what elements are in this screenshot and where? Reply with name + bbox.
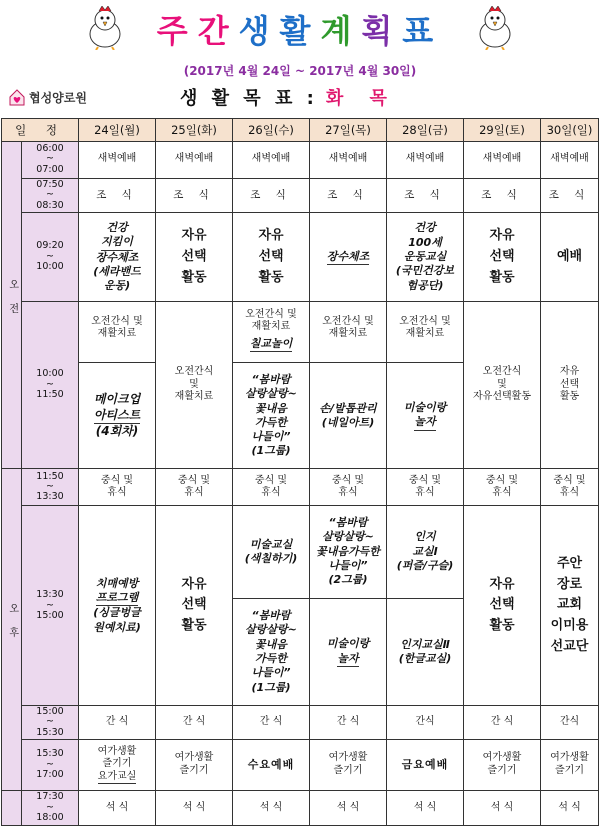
title-char: 활	[279, 12, 321, 50]
activity-cell: 새벽예배	[233, 141, 310, 178]
activity-cell: 간 식	[464, 706, 541, 739]
title-char: 간	[197, 12, 239, 50]
activity-cell: 중식 및 휴식	[79, 469, 156, 506]
afternoon-label: 오후	[2, 469, 22, 791]
activity-cell: 석 식	[464, 791, 541, 826]
table-row	[2, 301, 599, 363]
time-cell: 15:00 ~ 15:30	[22, 706, 79, 739]
day-header: 29일(토)	[464, 119, 541, 142]
time-cell: 11:50 ~ 13:30	[22, 469, 79, 506]
activity-cell: 자유 선택 활동	[156, 213, 233, 301]
activity-cell: 조 식	[79, 178, 156, 213]
activity-cell: 미술이랑 놀자	[310, 598, 387, 706]
time-cell: 15:30 ~ 17:00	[22, 739, 79, 790]
day-header: 24일(월)	[79, 119, 156, 142]
day-header: 26일(수)	[233, 119, 310, 142]
activity-cell: 예배	[541, 213, 599, 301]
activity-cell: 인지교실Ⅱ (한글교실)	[387, 598, 464, 706]
activity-cell: 간식	[387, 706, 464, 739]
activity-cell: 오전간식 및 재활치료 칠교놀이	[233, 301, 310, 363]
activity-cell: 간 식	[79, 706, 156, 739]
header-row	[2, 119, 599, 142]
activity-cell: 자유 선택 활동	[541, 301, 599, 468]
table-row	[2, 141, 599, 178]
activity-cell: 인지 교실Ⅰ (퍼즐/구슬)	[387, 506, 464, 598]
table-row	[2, 506, 599, 598]
activity-cell: 새벽예배	[79, 141, 156, 178]
goal-label: 생 활 목 표 :	[180, 88, 318, 109]
activity-cell: 건강 100세 운동교실 (국민건강보 험공단)	[387, 213, 464, 301]
activity-cell: 석 식	[541, 791, 599, 826]
time-cell: 06:00 ~ 07:00	[22, 141, 79, 178]
activity-cell: 오전간식 및 재활치료	[310, 301, 387, 363]
table-row	[2, 791, 599, 826]
table-row	[2, 706, 599, 739]
activity-cell: 새벽예배	[156, 141, 233, 178]
activity-cell: 여가생활 즐기기	[464, 739, 541, 790]
activity-cell: 여가생활 즐기기 요가교실	[79, 739, 156, 790]
activity-cell: 중식 및 휴식	[464, 469, 541, 506]
activity-cell: “봄바람 살랑살랑~ 꽃내음 가득한 나들이” (1그룹)	[233, 363, 310, 469]
life-goal	[180, 84, 397, 110]
activity-cell: 미술이랑 놀자	[387, 363, 464, 469]
logo-text: 협성양로원	[29, 90, 87, 105]
weekly-schedule-table	[1, 118, 599, 826]
activity-cell: 간식	[541, 706, 599, 739]
heart-house-icon	[8, 88, 26, 106]
time-cell: 07:50 ~ 08:30	[22, 178, 79, 213]
activity-cell: 중식 및 휴식	[156, 469, 233, 506]
schedule-label: 일 정	[2, 119, 79, 142]
title-char: 표	[402, 12, 444, 50]
activity-cell: 장수체조	[310, 213, 387, 301]
activity-cell: 자유 선택 활동	[233, 213, 310, 301]
chick-icon	[474, 6, 516, 50]
activity-cell: 중식 및 휴식	[233, 469, 310, 506]
activity-cell: 자유 선택 활동	[464, 213, 541, 301]
time-cell: 13:30 ~ 15:00	[22, 506, 79, 706]
table-row	[2, 213, 599, 301]
activity-cell: 치매예방 프로그램 (싱글벙글 원예치료)	[79, 506, 156, 706]
time-cell: 09:20 ~ 10:00	[22, 213, 79, 301]
title-char: 주	[156, 12, 198, 50]
activity-cell: 중식 및 휴식	[387, 469, 464, 506]
activity-cell: 중식 및 휴식	[310, 469, 387, 506]
activity-cell: “봄바람 살랑살랑~ 꽃내음 가득한 나들이” (1그룹)	[233, 598, 310, 706]
activity-cell: 석 식	[156, 791, 233, 826]
date-range: (2017년 4월 24일 ~ 2017년 4월 30일)	[183, 64, 417, 78]
day-header: 30일(일)	[541, 119, 599, 142]
activity-cell: 주안 장로 교회 이미용 선교단	[541, 506, 599, 706]
table-row	[2, 739, 599, 790]
activity-cell: 석 식	[79, 791, 156, 826]
activity-cell: 석 식	[387, 791, 464, 826]
day-header: 27일(목)	[310, 119, 387, 142]
activity-cell: 새벽예배	[464, 141, 541, 178]
activity-cell: 조 식	[464, 178, 541, 213]
goal-value: 화 목	[325, 88, 397, 109]
logo	[8, 88, 87, 106]
activity-cell: 여가생활 즐기기	[310, 739, 387, 790]
activity-cell: 조 식	[541, 178, 599, 213]
morning-label: 오전	[2, 141, 22, 469]
activity-cell: 자유 선택 활동	[156, 506, 233, 706]
activity-cell: 금요예배	[387, 739, 464, 790]
activity-cell: 석 식	[233, 791, 310, 826]
half-spacer	[2, 791, 22, 826]
title-char: 획	[361, 12, 403, 50]
activity-cell: 새벽예배	[310, 141, 387, 178]
activity-cell: 간 식	[310, 706, 387, 739]
activity-cell: 여가생활 즐기기	[156, 739, 233, 790]
activity-cell: “봄바람 살랑살랑~ 꽃내음가득한 나들이” (2그룹)	[310, 506, 387, 598]
activity-cell: 조 식	[156, 178, 233, 213]
activity-cell: 석 식	[310, 791, 387, 826]
activity-cell: 오전간식 및 재활치료	[387, 301, 464, 363]
activity-cell: 조 식	[387, 178, 464, 213]
activity-cell: 여가생활 즐기기	[541, 739, 599, 790]
activity-cell: 메이크업 아티스트 (4회차)	[79, 363, 156, 469]
activity-cell: 미술교실 (색칠하기)	[233, 506, 310, 598]
activity-cell: 조 식	[233, 178, 310, 213]
activity-cell: 간 식	[156, 706, 233, 739]
page-header	[0, 0, 600, 120]
activity-cell: 손/발톱관리 (네일아트)	[310, 363, 387, 469]
day-header: 25일(화)	[156, 119, 233, 142]
title-char: 계	[320, 12, 362, 50]
day-header: 28일(금)	[387, 119, 464, 142]
time-cell: 17:30 ~ 18:00	[22, 791, 79, 826]
table-row	[2, 178, 599, 213]
title-char: 생	[238, 12, 280, 50]
activity-cell: 건강 지킴이 장수체조 (세라밴드 운동)	[79, 213, 156, 301]
activity-cell: 수요예배	[233, 739, 310, 790]
activity-cell: 오전간식 및 자유선택활동	[464, 301, 541, 468]
time-cell: 10:00 ~ 11:50	[22, 301, 79, 468]
table-row	[2, 469, 599, 506]
activity-cell: 새벽예배	[541, 141, 599, 178]
activity-cell: 오전간식 및 재활치료	[79, 301, 156, 363]
activity-cell: 조 식	[310, 178, 387, 213]
activity-cell: 중식 및 휴식	[541, 469, 599, 506]
activity-cell: 새벽예배	[387, 141, 464, 178]
activity-cell: 간 식	[233, 706, 310, 739]
activity-cell: 오전간식 및 재활치료	[156, 301, 233, 468]
activity-cell: 자유 선택 활동	[464, 506, 541, 706]
